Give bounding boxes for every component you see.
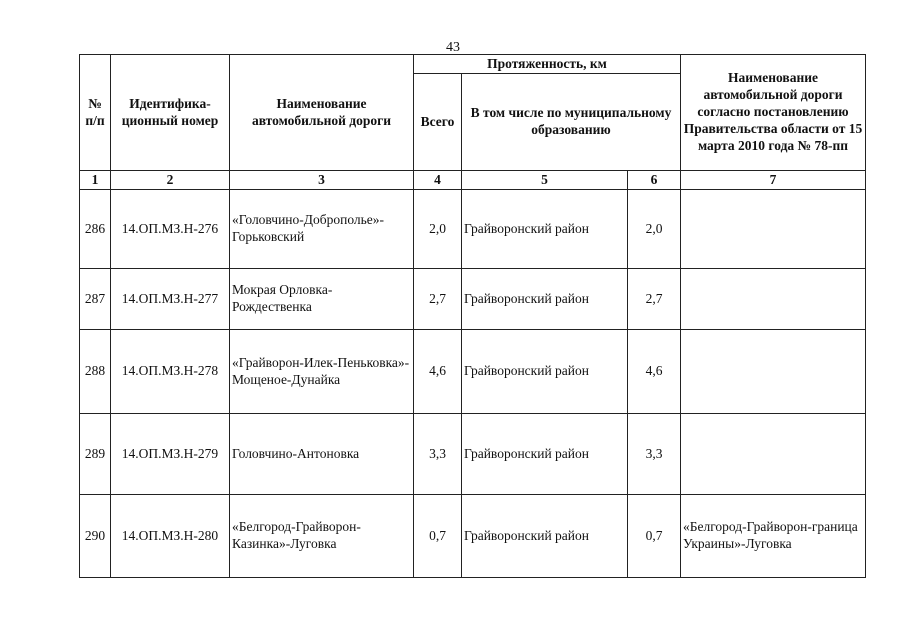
page-number: 43 — [446, 40, 460, 55]
roads-table — [79, 54, 866, 578]
header-road-name: Наименование автомобильной дороги — [230, 55, 414, 171]
road-length-total: 2,7 — [414, 269, 462, 330]
row-number: 286 — [80, 190, 111, 269]
decree-road-name — [681, 414, 866, 495]
row-number: 289 — [80, 414, 111, 495]
header-row-1 — [80, 55, 866, 74]
decree-road-name — [681, 269, 866, 330]
district-name: Грайворонский район — [462, 330, 628, 414]
header-id: Идентифика-ционный номер — [111, 55, 230, 171]
district-length: 0,7 — [628, 495, 681, 578]
district-name: Грайворонский район — [462, 269, 628, 330]
district-name: Грайворонский район — [462, 414, 628, 495]
table-row — [80, 190, 866, 269]
column-number-row — [80, 171, 866, 190]
road-name: Мокрая Орловка-Рождественка — [230, 269, 414, 330]
road-id: 14.ОП.МЗ.Н-280 — [111, 495, 230, 578]
road-name: Головчино-Антоновка — [230, 414, 414, 495]
header-num: № п/п — [80, 55, 111, 171]
road-length-total: 2,0 — [414, 190, 462, 269]
road-length-total: 0,7 — [414, 495, 462, 578]
road-name: «Грайворон-Илек-Пеньковка»-Мощеное-Дунайка — [230, 330, 414, 414]
road-name: «Белгород-Грайворон-Казинка»-Луговка — [230, 495, 414, 578]
column-number: 2 — [111, 171, 230, 190]
district-name: Грайворонский район — [462, 190, 628, 269]
district-length: 2,7 — [628, 269, 681, 330]
column-number: 7 — [681, 171, 866, 190]
district-length: 4,6 — [628, 330, 681, 414]
row-number: 290 — [80, 495, 111, 578]
column-number: 6 — [628, 171, 681, 190]
table-row — [80, 269, 866, 330]
decree-road-name: «Белгород-Грайворон-граница Украины»-Луговка — [681, 495, 866, 578]
road-length-total: 4,6 — [414, 330, 462, 414]
road-id: 14.ОП.МЗ.Н-277 — [111, 269, 230, 330]
table-row — [80, 414, 866, 495]
road-length-total: 3,3 — [414, 414, 462, 495]
road-id: 14.ОП.МЗ.Н-279 — [111, 414, 230, 495]
road-id: 14.ОП.МЗ.Н-276 — [111, 190, 230, 269]
column-number: 5 — [462, 171, 628, 190]
table-row — [80, 495, 866, 578]
column-number: 4 — [414, 171, 462, 190]
road-id: 14.ОП.МЗ.Н-278 — [111, 330, 230, 414]
header-including: В том числе по муниципальному образованию — [462, 74, 681, 171]
district-length: 2,0 — [628, 190, 681, 269]
district-length: 3,3 — [628, 414, 681, 495]
column-number: 3 — [230, 171, 414, 190]
road-name: «Головчино-Доброполье»-Горьковский — [230, 190, 414, 269]
column-number: 1 — [80, 171, 111, 190]
header-length: Протяженность, км — [414, 55, 681, 74]
table-row — [80, 330, 866, 414]
header-decree-name: Наименование автомобильной дороги согласно постановлению Правительства области от 15 марта 2010 года № 78-пп — [681, 55, 866, 171]
row-number: 287 — [80, 269, 111, 330]
row-number: 288 — [80, 330, 111, 414]
decree-road-name — [681, 330, 866, 414]
header-total: Всего — [414, 74, 462, 171]
decree-road-name — [681, 190, 866, 269]
district-name: Грайворонский район — [462, 495, 628, 578]
